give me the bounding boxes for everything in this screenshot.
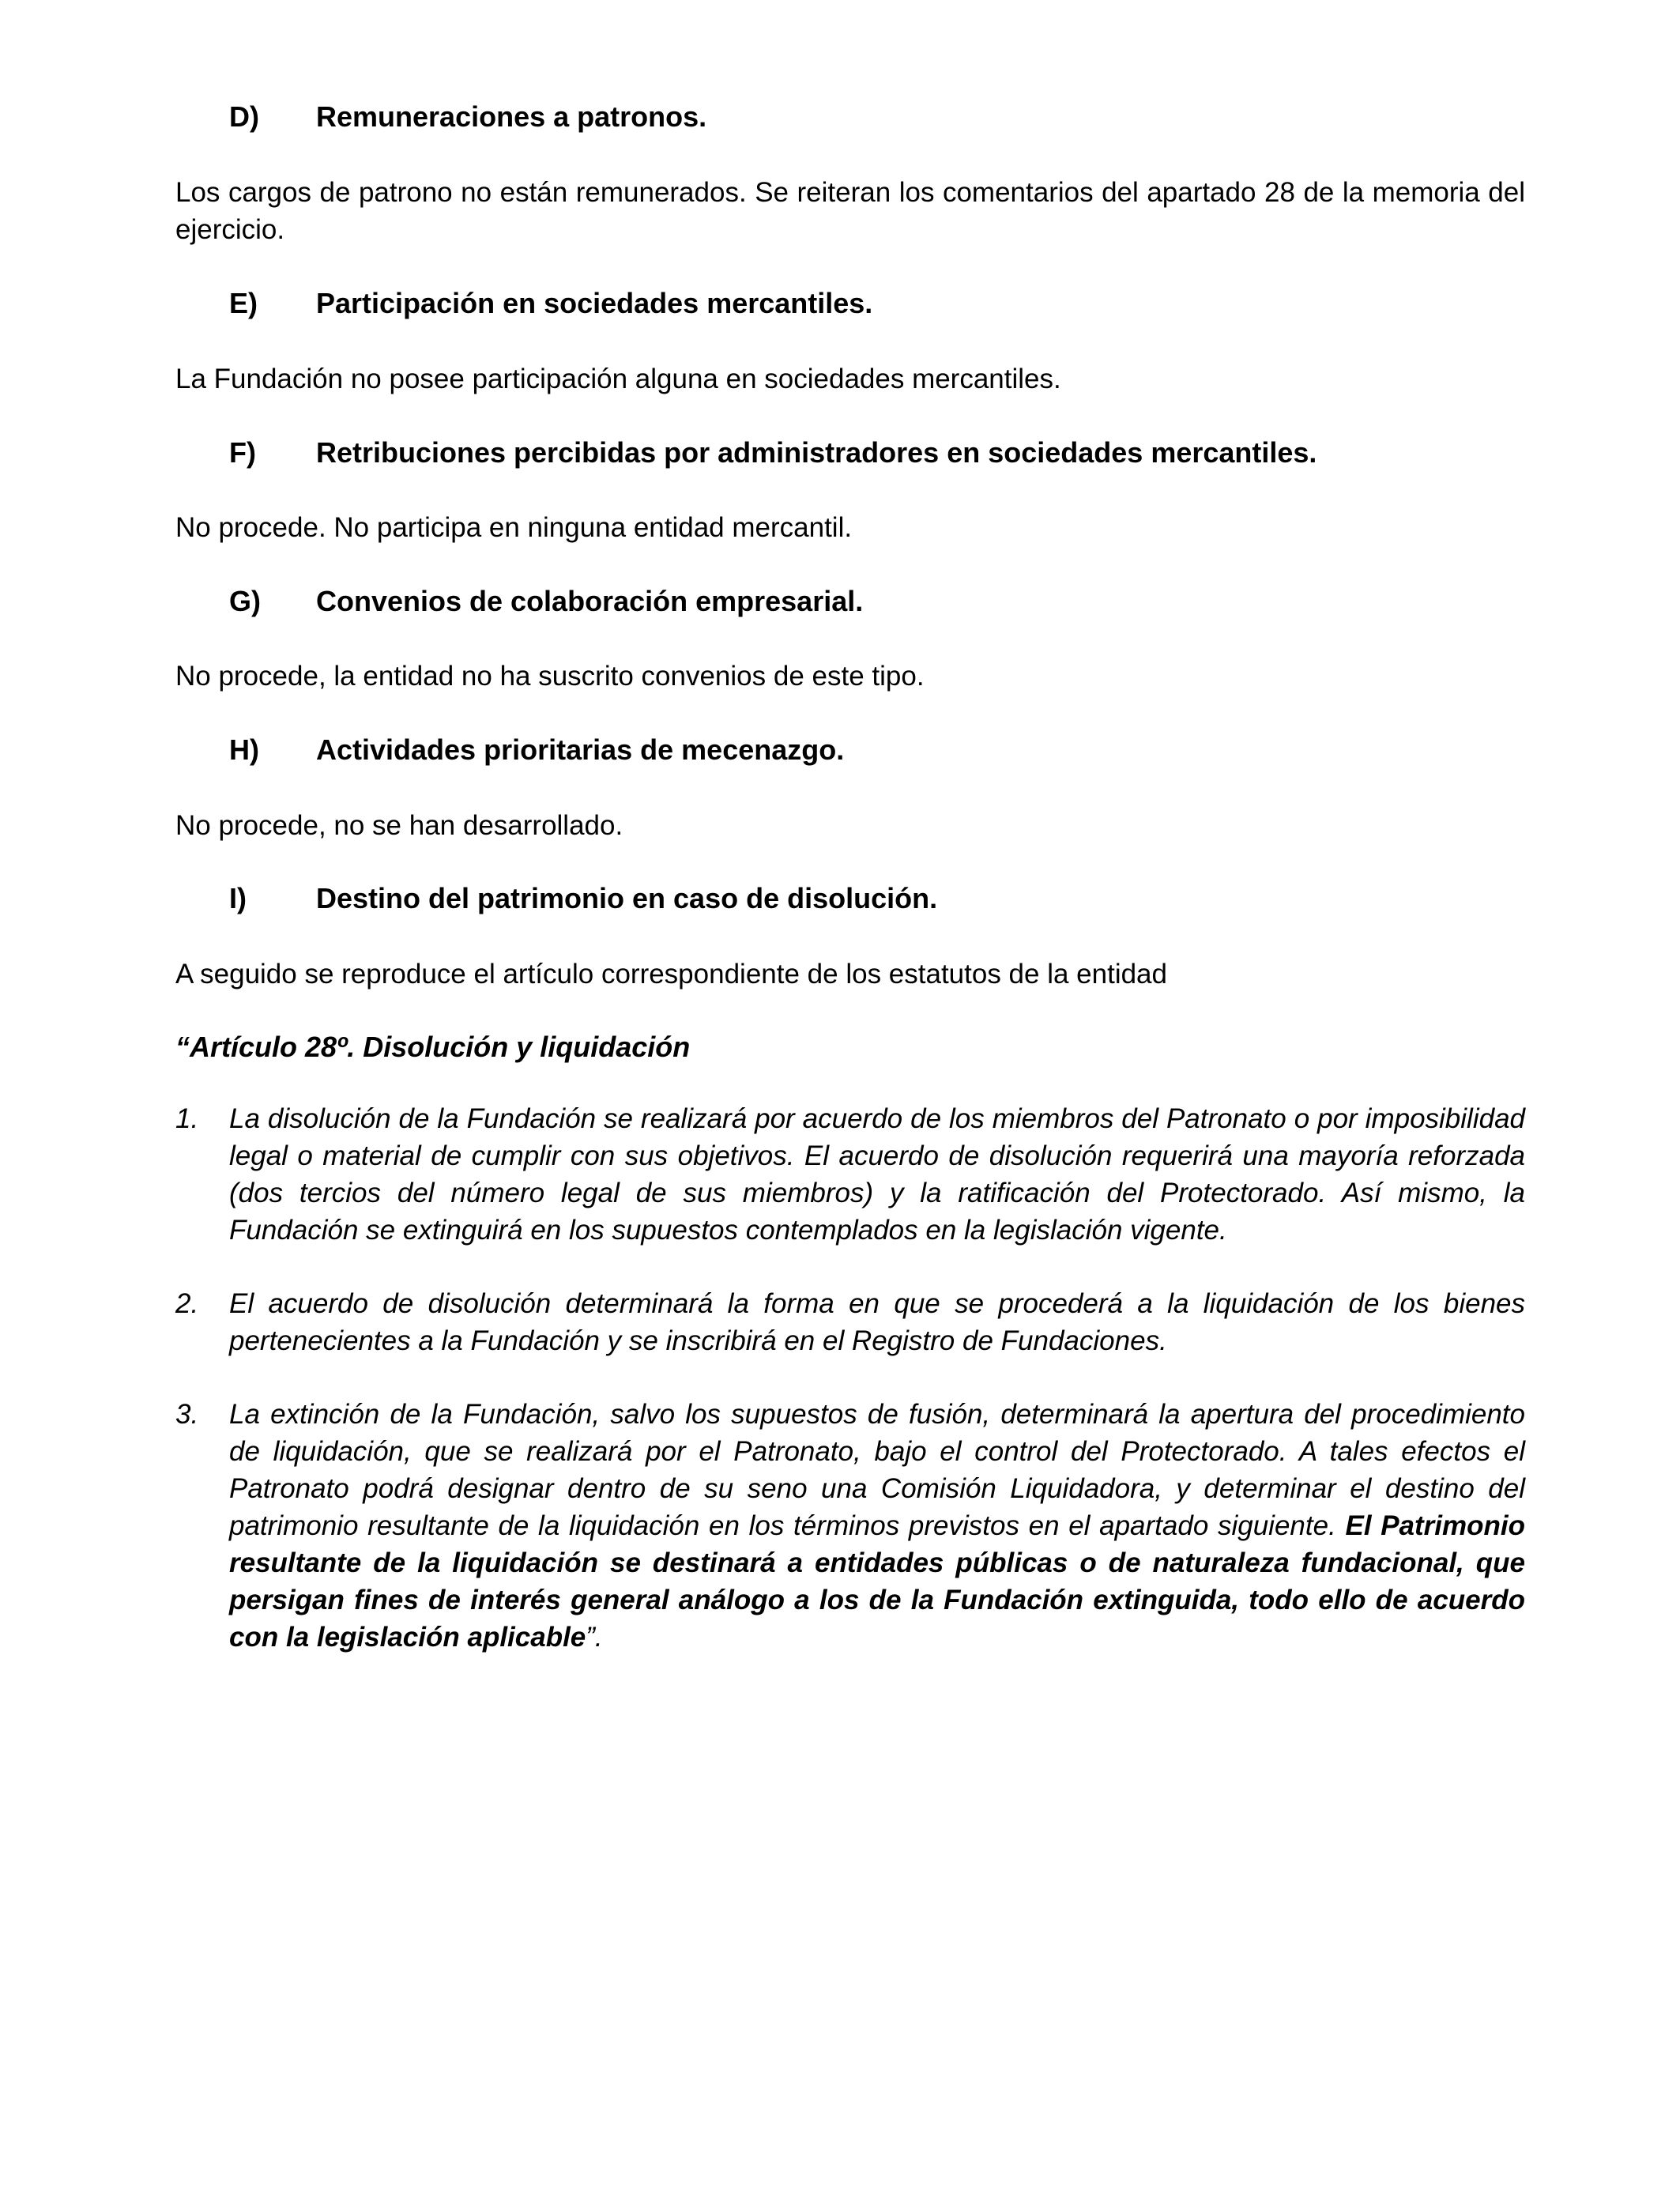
section-letter: H) xyxy=(229,733,259,766)
section-paragraph-g: No procede, la entidad no ha suscrito convenios de este tipo. xyxy=(175,661,925,692)
section-title: Destino del patrimonio en caso de disolución. xyxy=(316,882,938,914)
item-text-container xyxy=(229,1396,1525,1656)
section-letter: G) xyxy=(229,585,261,617)
section-title: Convenios de colaboración empresarial. xyxy=(316,585,864,617)
article-item-3 xyxy=(175,1396,1525,1656)
section-heading-g xyxy=(229,584,863,619)
section-paragraph-e: La Fundación no posee participación alguna en sociedades mercantiles. xyxy=(175,364,1061,394)
article-item-1 xyxy=(175,1100,1525,1249)
section-heading-i xyxy=(229,881,937,916)
item-number: 2. xyxy=(175,1288,199,1319)
section-letter: I) xyxy=(229,882,247,914)
section-letter: E) xyxy=(229,287,258,319)
section-paragraph-d: Los cargos de patrono no están remunerados. Se reiteran los comentarios del apartado 28 de la memoria del ejercicio. xyxy=(175,177,1525,245)
item-text: La disolución de la Fundación se realizará por acuerdo de los miembros del Patronato o por imposibilidad legal o material de cumplir con sus objetivos. El acuerdo de disolución requerirá una mayoría reforzada (dos tercios del número legal de sus miembros) y la ratificación del Protectorado. Así mismo, la Fundación se extinguirá en los supuestos contemplados en la legislación vigente. xyxy=(229,1103,1525,1246)
item-bold-text: El Patrimonio resultante de la liquidación se destinará a entidades públicas o de naturaleza fundacional, que persigan fines de interés general análogo a los de la Fundación extinguida, todo ello de acuerdo con la legislación aplicable xyxy=(229,1510,1525,1653)
item-closing-quote: ”. xyxy=(586,1622,603,1653)
section-paragraph-f: No procede. No participa en ninguna entidad mercantil. xyxy=(175,512,853,543)
article-item-2 xyxy=(175,1285,1525,1359)
section-title: Participación en sociedades mercantiles. xyxy=(316,287,873,319)
section-letter: D) xyxy=(229,100,259,133)
article-title: “Artículo 28º. Disolución y liquidación xyxy=(175,1031,691,1063)
item-number: 1. xyxy=(175,1103,199,1134)
section-heading-d xyxy=(229,100,706,134)
section-heading-h xyxy=(229,733,844,767)
item-text: La extinción de la Fundación, salvo los supuestos de fusión, determinará la apertura del procedimiento de liquidación, que se realizará por el Patronato, bajo el control del Protectorado. A tales efectos el Patronato podrá designar dentro de su seno una Comisión Liquidadora, y determinar el destino del patrimonio resultante de la liquidación en los términos previstos en el apartado siguiente. xyxy=(229,1399,1525,1541)
section-title: Remuneraciones a patronos. xyxy=(316,100,707,133)
item-text: El acuerdo de disolución determinará la forma en que se procederá a la liquidación de los bienes pertenecientes a la Fundación y se inscribirá en el Registro de Fundaciones. xyxy=(229,1288,1525,1356)
section-paragraph-h: No procede, no se han desarrollado. xyxy=(175,810,623,841)
section-title: Actividades prioritarias de mecenazgo. xyxy=(316,733,845,766)
section-letter: F) xyxy=(229,436,256,469)
item-number: 3. xyxy=(175,1399,199,1430)
section-paragraph-i: A seguido se reproduce el artículo correspondiente de los estatutos de la entidad xyxy=(175,959,1167,990)
section-heading-f xyxy=(229,435,1317,470)
section-title: Retribuciones percibidas por administradores en sociedades mercantiles. xyxy=(316,436,1317,469)
section-heading-e xyxy=(229,286,872,321)
